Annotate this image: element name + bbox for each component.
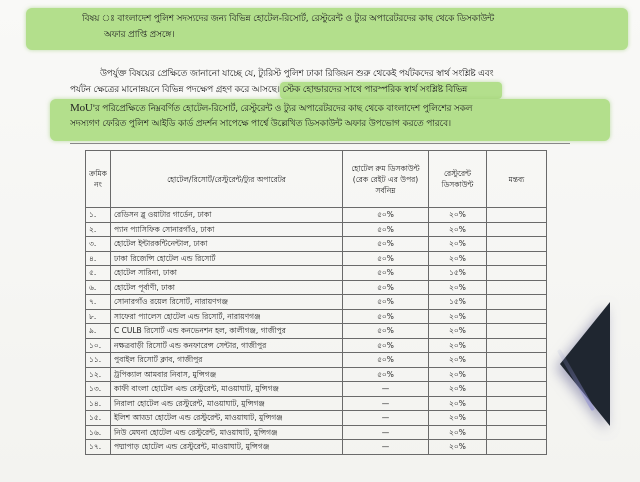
restaurant-discount-cell: ২০% [429,222,487,237]
room-discount-cell: ৫০% [343,222,429,237]
room-discount-cell: ৫০% [343,266,429,281]
header-serial: ক্রমিক নং [86,151,111,208]
restaurant-discount-cell: ২০% [429,353,487,368]
table-row [86,440,547,455]
table-row [86,222,547,237]
establishment-cell: রেডিসন ব্লু ওয়াটার গার্ডেন, ঢাকা [111,208,343,223]
body-line-2-highlighted: স্টেক হোল্ডারদের সাথে পারস্পরিক স্বার্থ সংশ্লিষ্ট বিভিন্ন [279,85,468,95]
serial-cell: ৯. [86,324,111,339]
header-establishment: হোটেল/রিসোর্ট/রেস্টুরেন্ট/ট্যুর অপারেটর [111,151,343,208]
remarks-cell [487,237,547,252]
remarks-cell [487,338,547,353]
remarks-cell [487,208,547,223]
serial-cell: ২. [86,222,111,237]
restaurant-discount-cell: ২০% [429,338,487,353]
room-discount-cell: ৫০% [343,324,429,339]
remarks-cell [487,295,547,310]
restaurant-discount-cell: ২০% [429,251,487,266]
table-row [86,382,547,397]
restaurant-discount-cell: ২০% [429,208,487,223]
establishment-cell: নক্ষত্রবাড়ী রিসোর্ট এন্ড কনফারেন্স সেন্টার, গাজীপুর [111,338,343,353]
establishment-cell: প্যান প্যাসিফিক সোনারগাঁও, ঢাকা [111,222,343,237]
table-row [86,367,547,382]
room-discount-cell: — [343,382,429,397]
table-row [86,295,547,310]
restaurant-discount-cell: ২০% [429,411,487,426]
room-discount-cell: — [343,440,429,455]
remarks-cell [487,251,547,266]
room-discount-cell: ৫০% [343,309,429,324]
restaurant-discount-cell: ২০% [429,425,487,440]
establishment-cell: সোনারগাঁও রয়েল রিসোর্ট, নারায়ণগঞ্জ [111,295,343,310]
restaurant-discount-cell: ২০% [429,396,487,411]
discount-table [85,150,547,455]
restaurant-discount-cell: ২০% [429,324,487,339]
establishment-cell: হোটেল ইন্টারকন্টিনেন্টাল, ঢাকা [111,237,343,252]
room-discount-cell: ৫০% [343,367,429,382]
serial-cell: ৪. [86,251,111,266]
table-row [86,338,547,353]
remarks-cell [487,440,547,455]
serial-cell: ৫. [86,266,111,281]
serial-cell: ১৫. [86,411,111,426]
body-line-2-plain: পর্যটন ক্ষেত্রের মানোন্নয়নে বিভিন্ন পদক্ষেপ গ্রহণ করে আসছে। [70,85,280,95]
restaurant-discount-cell: ২০% [429,309,487,324]
remarks-cell [487,353,547,368]
room-discount-cell: ৫০% [343,338,429,353]
establishment-cell: হোটেল পূর্বাণী, ঢাকা [111,280,343,295]
body-line-1: উপর্যুক্ত বিষয়ের প্রেক্ষিতে জানানো যাচ্ছে যে, ট্যুরিস্ট পুলিশ ঢাকা রিজিয়ন শুরু থেকেই পর্যটকদের স্বার্থ সংশ্লিষ্ট এবং [100,69,494,79]
table-row [86,411,547,426]
serial-cell: ১৬. [86,425,111,440]
remarks-cell [487,324,547,339]
serial-cell: ১৩. [86,382,111,397]
establishment-cell: পুবাইল রিসোর্ট ক্লাব, গাজীপুর [111,353,343,368]
establishment-cell: ইলিশ আড্ডা হোটেল এন্ড রেস্টুরেন্ট, মাওয়াঘাট, মুন্সিগঞ্জ [111,411,343,426]
restaurant-discount-cell: ২০% [429,237,487,252]
room-discount-cell: ৫০% [343,353,429,368]
table-row [86,353,547,368]
remarks-cell [487,280,547,295]
restaurant-discount-cell: ১৫% [429,266,487,281]
body-line-4: সদস্যগণ ফেরিত পুলিশ আইডি কার্ড প্রদর্শন সাপেক্ষে পার্শ্বে উল্লেখিত ডিসকাউন্ট অফার উপভোগ করতে পারবে। [70,119,451,129]
table-row [86,425,547,440]
body-line-2 [70,83,580,97]
subject-line-1: বিষয় ঃ বাংলাদেশ পুলিশ সদস্যদের জন্য বিভিন্ন হোটেল-রিসোর্ট, রেস্টুরেন্ট ও ট্যুর অপারেটরদের কাছ থেকে ডিসকাউন্ট [82,14,495,24]
restaurant-discount-cell: ১৫% [429,295,487,310]
room-discount-cell: — [343,411,429,426]
body-line-3 [70,101,580,116]
serial-cell: ১৭. [86,440,111,455]
divider-line [70,143,570,144]
serial-cell: ৭. [86,295,111,310]
serial-cell: ১৪. [86,396,111,411]
room-discount-cell: — [343,396,429,411]
establishment-cell: নিউ মেঘনা হোটেল এন্ড রেস্টুরেন্ট, মাওয়াঘাট, মুন্সিগঞ্জ [111,425,343,440]
restaurant-discount-cell: ২০% [429,382,487,397]
establishment-cell: হোটেল সারিনা, ঢাকা [111,266,343,281]
establishment-cell: ঢাকা রিজেন্সি হোটেল এন্ড রিসোর্ট [111,251,343,266]
remarks-cell [487,411,547,426]
restaurant-discount-cell: ২০% [429,280,487,295]
room-discount-cell: ৫০% [343,280,429,295]
room-discount-cell: ৫০% [343,208,429,223]
establishment-cell: ট্রপিক্যাল আমবার নিবাস, মুন্সিগঞ্জ [111,367,343,382]
remarks-cell [487,309,547,324]
remarks-cell [487,367,547,382]
header-room-discount: হোটেল রুম ডিসকাউন্ট (রেক রেইট এর উপর) সর্বনিম্ন [343,151,429,208]
establishment-cell: সাফেরা প্যালেস হোটেল এন্ড রিসোর্ট, নারায়ণগঞ্জ [111,309,343,324]
body-line-3-text: 'র পরিপ্রেক্ষিতে নিম্নবর্ণিত হোটেল-রিসোর্ট, রেস্টুরেন্ট ও ট্যুর অপারেটরদের কাছ থেকে বাংলাদেশ পুলিশের সকল [92,104,473,114]
table-row [86,396,547,411]
remarks-cell [487,266,547,281]
serial-cell: ৮. [86,309,111,324]
restaurant-discount-cell: ২০% [429,367,487,382]
serial-cell: ১. [86,208,111,223]
table-row [86,237,547,252]
subject-line-2: অফার প্রাপ্তি প্রসঙ্গে। [104,30,175,40]
serial-cell: ৩. [86,237,111,252]
serial-cell: ১১. [86,353,111,368]
establishment-cell: পদ্মাপাড় হোটেল এন্ড রেস্টুরেন্ট, মাওয়াঘাট, মুন্সিগঞ্জ [111,440,343,455]
table-row [86,309,547,324]
serial-cell: ১২. [86,367,111,382]
mou-abbreviation: MoU [70,102,93,114]
establishment-cell: C CULB রিসোর্ট এন্ড কনভেনশন হল, কালীগঞ্জ, গাজীপুর [111,324,343,339]
table-row [86,324,547,339]
remarks-cell [487,382,547,397]
room-discount-cell: ৫০% [343,237,429,252]
table-header-row [86,151,547,208]
table-row [86,280,547,295]
header-restaurant-discount: রেস্টুরেন্ট ডিসকাউন্ট [429,151,487,208]
serial-cell: ৬. [86,280,111,295]
establishment-cell: নিরালা হোটেল এন্ড রেস্টুরেন্ট, মাওয়াঘাট, মুন্সিগঞ্জ [111,396,343,411]
header-remarks: মন্তব্য [487,151,547,208]
table-row [86,208,547,223]
remarks-cell [487,425,547,440]
table-row [86,251,547,266]
remarks-cell [487,396,547,411]
restaurant-discount-cell: ২০% [429,440,487,455]
establishment-cell: কাফী বাংলা হোটেল এন্ড রেস্টুরেন্ট, মাওয়াঘাট, মুন্সিগঞ্জ [111,382,343,397]
serial-cell: ১০. [86,338,111,353]
room-discount-cell: ৫০% [343,251,429,266]
remarks-cell [487,222,547,237]
room-discount-cell: — [343,425,429,440]
room-discount-cell: ৫০% [343,295,429,310]
table-row [86,266,547,281]
